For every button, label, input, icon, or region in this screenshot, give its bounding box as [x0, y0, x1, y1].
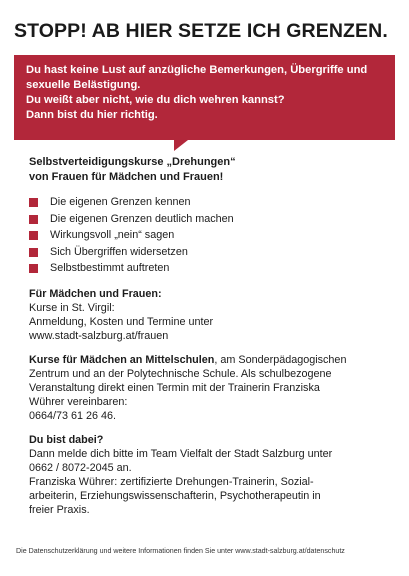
join-section: [29, 433, 394, 517]
page-headline: STOPP! AB HIER SETZE ICH GRENZEN.: [14, 20, 388, 42]
section-text-line: Franziska Wührer: zertifizierte Drehungen-Trainerin, Sozial-: [29, 475, 314, 488]
list-item-text: Die eigenen Grenzen deutlich machen: [50, 212, 234, 225]
course-title-line: Selbstverteidigungskurse „Drehungen“: [29, 156, 236, 168]
list-item: [29, 227, 394, 244]
list-item: [29, 244, 394, 261]
banner-line: Du hast keine Lust auf anzügliche Bemerkungen, Übergriffe und: [26, 64, 368, 76]
list-item-text: Selbstbestimmt auftreten: [50, 262, 170, 274]
phone-number: 0662 / 8072-2045 an.: [29, 461, 132, 474]
privacy-footnote: Die Datenschutzerklärung und weitere Informationen finden Sie unter www.stadt-salzburg.at/datenschutz: [16, 547, 345, 555]
list-item-text: Wirkungsvoll „nein“ sagen: [50, 229, 175, 241]
banner-line: Du weißt aber nicht, wie du dich wehren kannst?: [26, 94, 285, 106]
intro-banner: [14, 55, 395, 140]
list-item: [29, 194, 394, 211]
course-subtitle-line: von Frauen für Mädchen und Frauen!: [29, 170, 224, 183]
section-text-line: freier Praxis.: [29, 503, 90, 516]
bullet-square-icon: [29, 198, 38, 207]
speech-bubble-tail: [174, 140, 188, 151]
list-item: [29, 260, 394, 277]
section-text-line: , am Sonderpädagogischen: [214, 353, 347, 366]
section-text-line: Zentrum und an der Polytechnische Schule. Als schulbezogene: [29, 367, 332, 380]
list-item-text: Sich Übergriffen widersetzen: [50, 245, 188, 258]
section-text-line: Veranstaltung direkt einen Termin mit der Trainerin Franziska: [29, 381, 320, 394]
section-heading: Kurse für Mädchen an Mittelschulen: [29, 353, 215, 366]
section-text-line: Anmeldung, Kosten und Termine unter: [29, 315, 214, 328]
bullet-square-icon: [29, 264, 38, 273]
bullet-square-icon: [29, 215, 38, 224]
section-text-line: Kurse in St. Virgil:: [29, 301, 115, 314]
section-heading: Für Mädchen und Frauen:: [29, 287, 162, 300]
section-text-line: arbeiterin, Erziehungswissenschafterin, Psychotherapeutin in: [29, 489, 321, 502]
main-content: [29, 155, 394, 527]
section-text-line: Wührer vereinbaren:: [29, 395, 128, 408]
banner-line: sexuelle Belästigung.: [26, 79, 141, 91]
women-info-link[interactable]: www.stadt-salzburg.at/frauen: [29, 329, 169, 342]
schools-section: [29, 353, 394, 423]
bullet-square-icon: [29, 248, 38, 257]
phone-number: 0664/73 61 26 46.: [29, 409, 117, 422]
bullet-square-icon: [29, 231, 38, 240]
women-section: [29, 287, 394, 343]
list-item-text: Die eigenen Grenzen kennen: [50, 196, 191, 208]
section-text-line: Dann melde dich bitte im Team Vielfalt der Stadt Salzburg unter: [29, 447, 333, 460]
section-heading: Du bist dabei?: [29, 433, 104, 446]
list-item: [29, 211, 394, 228]
benefits-list: [29, 194, 394, 277]
course-title: [29, 155, 394, 184]
banner-line: Dann bist du hier richtig.: [26, 109, 158, 121]
